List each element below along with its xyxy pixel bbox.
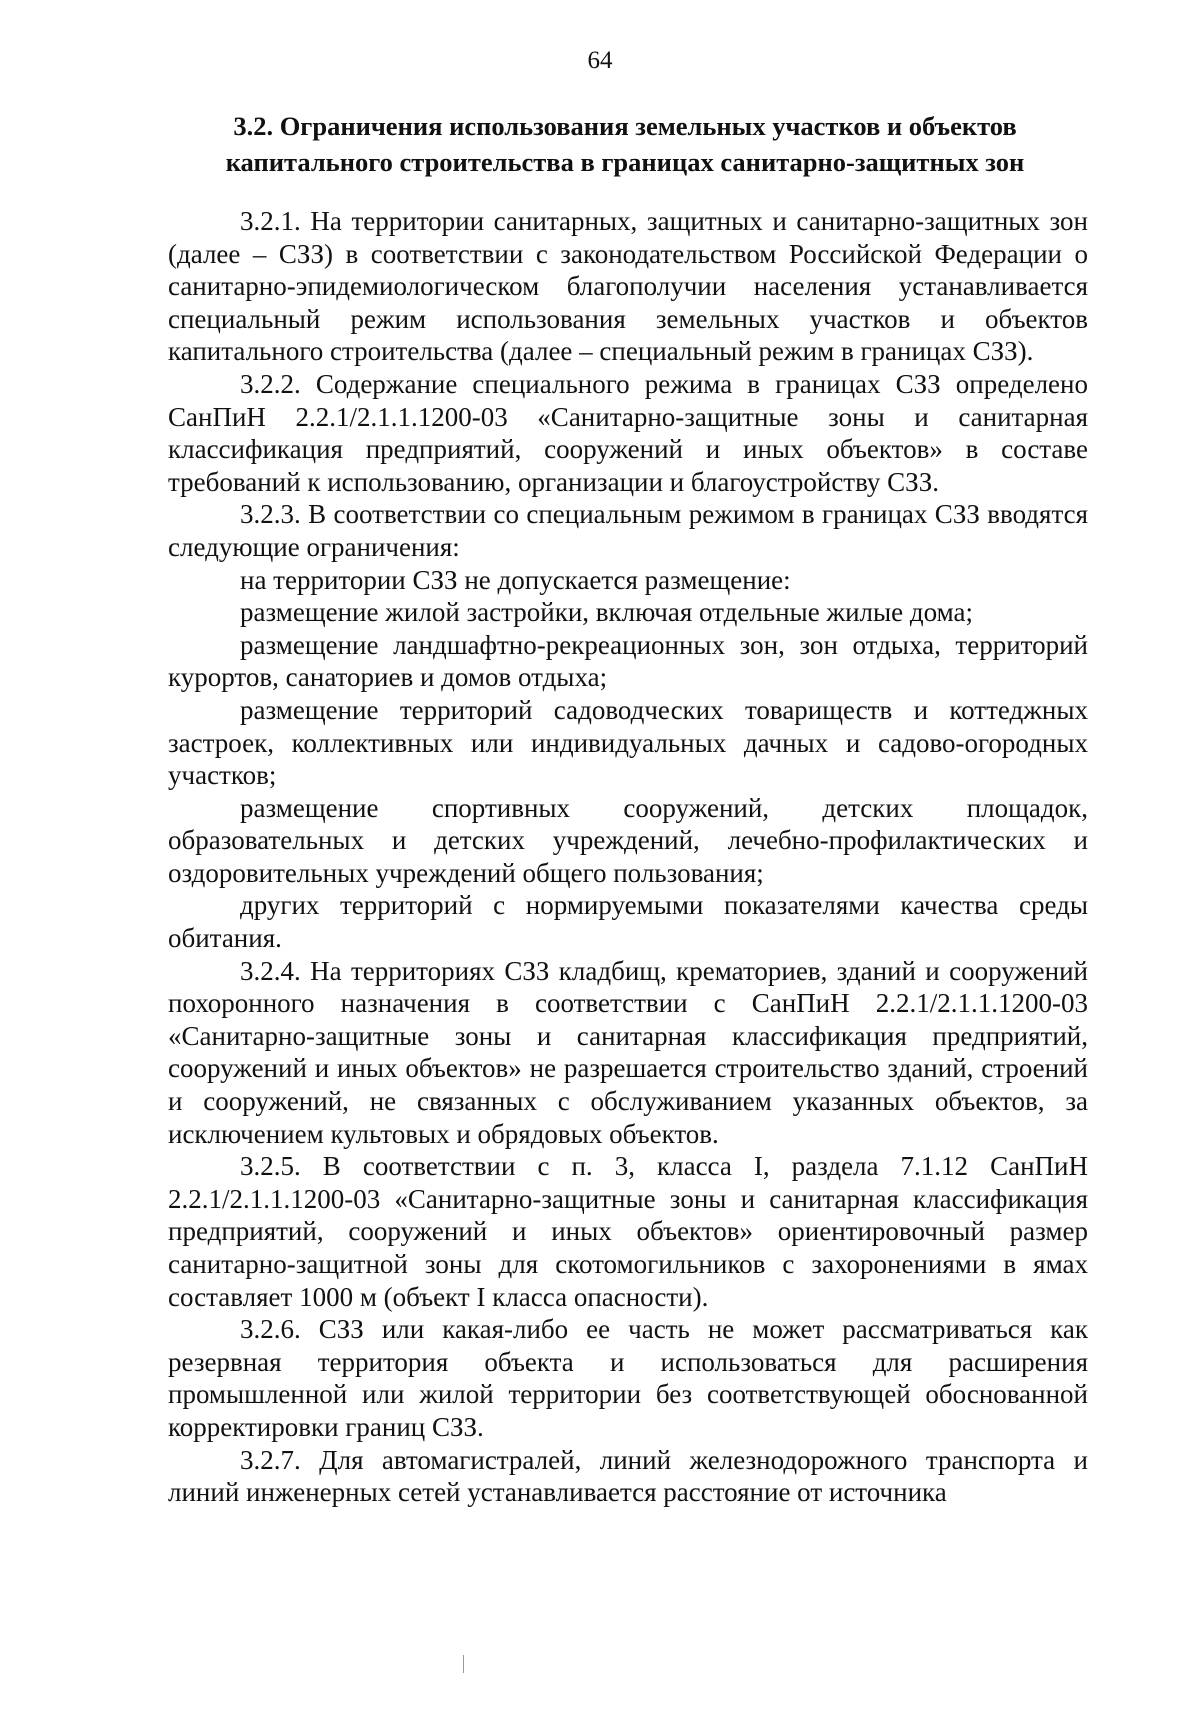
page-number: 64 xyxy=(587,47,613,74)
paragraph-3-2-5: 3.2.5. В соответствии с п. 3, класса I, раздела 7.1.12 СанПиН 2.2.1/2.1.1.1200-03 «Санитарно-защитные зоны и санитарная классификация предприятий, сооружений и иных объектов» ориентировочный размер санитарно-защитной зоны для скотомогильников с захоронениями в ямах составляет 1000 м (объект I класса опасности). xyxy=(168,1151,1088,1312)
body-text xyxy=(168,205,1088,1509)
restriction-item-recreation: размещение ландшафтно-рекреационных зон, зон отдыха, территорий курортов, санаториев и домов отдыха; xyxy=(168,629,1088,693)
paragraph-3-2-2: 3.2.2. Содержание специального режима в границах СЗЗ определено СанПиН 2.2.1/2.1.1.1200-03 «Санитарно-защитные зоны и санитарная классификация предприятий, сооружений и иных объектов» в составе требований к использованию, организации и благоустройству СЗЗ. xyxy=(168,368,1088,497)
section-heading-line-2: капитального строительства в границах санитарно-защитных зон xyxy=(225,147,1025,177)
paragraph-3-2-7: 3.2.7. Для автомагистралей, линий железнодорожного транспорта и линий инженерных сетей устанавливается расстояние от источника xyxy=(168,1444,1088,1508)
paragraph-3-2-3: 3.2.3. В соответствии со специальным режимом в границах СЗЗ вводятся следующие ограничения: xyxy=(168,499,1088,562)
restriction-item-residential: размещение жилой застройки, включая отдельные жилые дома; xyxy=(240,597,973,628)
paragraph-3-2-4: 3.2.4. На территориях СЗЗ кладбищ, крематориев, зданий и сооружений похоронного назначения в соответствии с СанПиН 2.2.1/2.1.1.1200-03 «Санитарно-защитные зоны и санитарная классификация предприятий, сооружений и иных объектов» не разрешается строительство зданий, строений и сооружений, не связанных с обслуживанием указанных объектов, за исключением культовых и обрядовых объектов. xyxy=(168,955,1088,1149)
scan-artifact xyxy=(463,1655,464,1673)
section-heading-line-1: 3.2. Ограничения использования земельных участков и объектов xyxy=(233,111,1017,141)
paragraph-3-2-6: 3.2.6. СЗЗ или какая-либо ее часть не может рассматриваться как резервная территория объекта и использоваться для расширения промышленной или жилой территории без соответствующей обоснованной корректировки границ СЗЗ. xyxy=(168,1314,1088,1442)
paragraph-3-2-1: 3.2.1. На территории санитарных, защитных и санитарно-защитных зон (далее – СЗЗ) в соответствии с законодательством Российской Федерации о санитарно-эпидемиологическом благополучии населения устанавливается специальный режим использования земельных участков и объектов капитального строительства (далее – специальный режим в границах СЗЗ). xyxy=(168,206,1088,367)
section-heading xyxy=(170,108,1080,180)
restriction-item-gardening: размещение территорий садоводческих товариществ и коттеджных застроек, коллективных или индивидуальных дачных и садово-огородных участков; xyxy=(168,694,1088,791)
restriction-item-other: других территорий с нормируемыми показателями качества среды обитания. xyxy=(168,890,1088,954)
restriction-intro: на территории СЗЗ не допускается размещение: xyxy=(240,564,791,595)
restriction-item-sports-education: размещение спортивных сооружений, детских площадок, образовательных и детских учреждений, лечебно-профилактических и оздоровительных учреждений общего пользования; xyxy=(168,792,1088,888)
